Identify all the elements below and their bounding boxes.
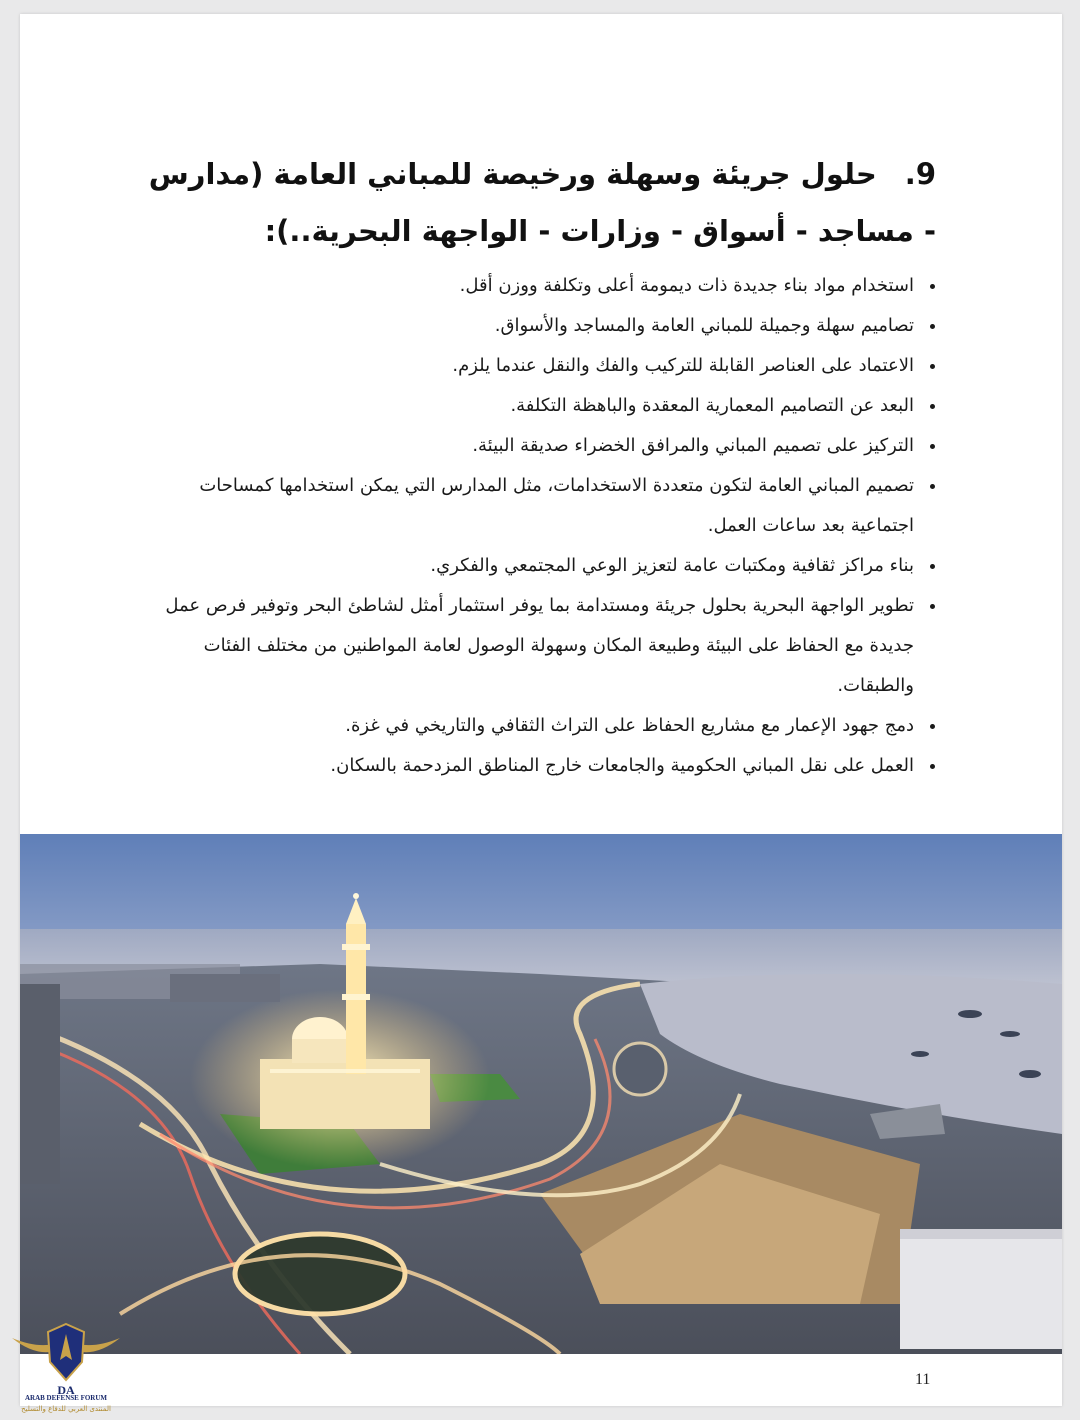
list-item: • تصميم المباني العامة لتكون متعددة الاستخدامات، مثل المدارس التي يمكن استخدامها كمساحات اجتماعية بعد ساعات العمل. (138, 466, 918, 546)
list-item: • استخدام مواد بناء جديدة ذات ديمومة أعلى وتكلفة ووزن أقل. (138, 266, 918, 306)
gaza-waterfront-photo (20, 834, 1062, 1354)
list-item: • بناء مراكز ثقافية ومكتبات عامة لتعزيز الوعي المجتمعي والفكري. (138, 546, 918, 586)
document-page (20, 14, 1062, 1406)
bullet-list (138, 266, 950, 786)
logo-monogram: DA (57, 1383, 75, 1397)
section-heading (140, 146, 936, 260)
list-item: • البعد عن التصاميم المعمارية المعقدة والباهظة التكلفة. (138, 386, 918, 426)
page-number: 11 (915, 1371, 931, 1388)
list-item: • دمج جهود الإعمار مع مشاريع الحفاظ على التراث الثقافي والتاريخي في غزة. (138, 706, 918, 746)
list-item: • تطوير الواجهة البحرية بحلول جريئة ومستدامة بما يوفر استثمار أمثل لشاطئ البحر وتوفير فرص عمل جديدة مع الحفاظ على البيئة وطبيعة المكان وسهولة الوصول لعامة المواطنين من مختلف الفئات والطبقات. (138, 586, 918, 706)
list-item: • العمل على نقل المباني الحكومية والجامعات خارج المناطق المزدحمة بالسكان. (138, 746, 918, 786)
list-item: • التركيز على تصميم المباني والمرافق الخضراء صديقة البيئة. (138, 426, 918, 466)
logo-title: ARAB DEFENSE FORUM (24, 1394, 108, 1402)
section-number: 9. (904, 157, 936, 191)
list-item: • الاعتماد على العناصر القابلة للتركيب والفك والنقل عندما يلزم. (138, 346, 918, 386)
section-title: حلول جريئة وسهلة ورخيصة للمباني العامة (مدارس - مساجد - أسواق - وزارات - الواجهة البحرية..): (148, 157, 936, 248)
list-item: • تصاميم سهلة وجميلة للمباني العامة والمساجد والأسواق. (138, 306, 918, 346)
logo-subtitle: المنتدى العربي للدفاع والتسليح (21, 1405, 111, 1413)
